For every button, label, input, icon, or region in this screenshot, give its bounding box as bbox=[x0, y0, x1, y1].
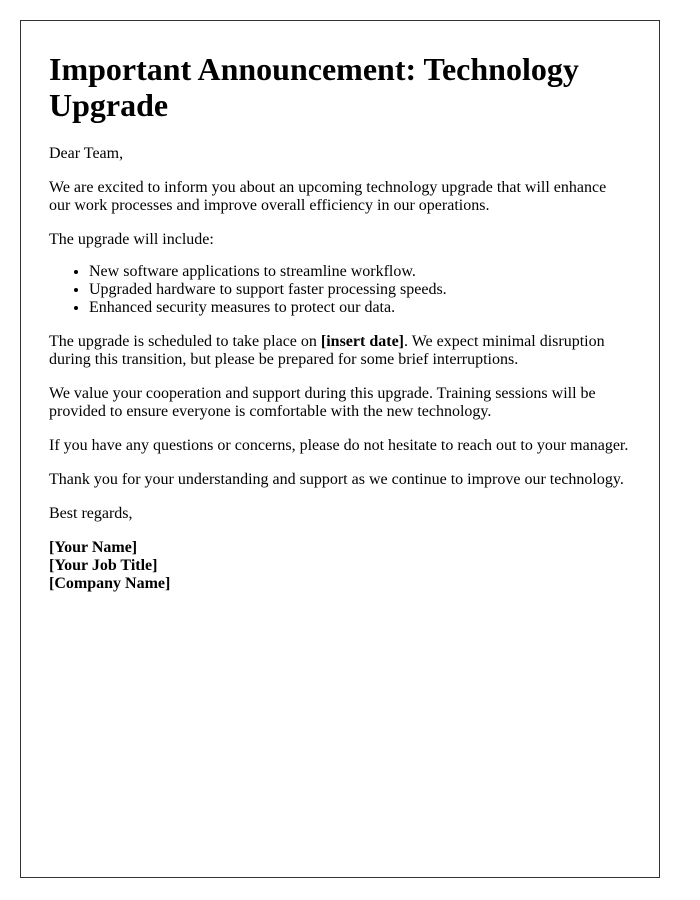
schedule-paragraph bbox=[49, 333, 631, 369]
signature-company: [Company Name] bbox=[49, 575, 171, 592]
signature-name: [Your Name] bbox=[49, 539, 138, 556]
cooperation-paragraph: We value your cooperation and support during this upgrade. Training sessions will be provided to ensure everyone is comfortable with the new technology. bbox=[49, 385, 596, 420]
list-intro: The upgrade will include: bbox=[49, 231, 214, 248]
schedule-text-pre: The upgrade is scheduled to take place on bbox=[49, 333, 321, 350]
intro-paragraph: We are excited to inform you about an upcoming technology upgrade that will enhance our work processes and improve overall efficiency in our operations. bbox=[49, 179, 607, 214]
questions-paragraph: If you have any questions or concerns, please do not hesitate to reach out to your manager. bbox=[49, 437, 629, 454]
signature-job-title: [Your Job Title] bbox=[49, 557, 158, 574]
greeting: Dear Team, bbox=[49, 145, 124, 162]
letter-page bbox=[20, 20, 660, 878]
schedule-text-post: . We expect minimal disruption during this transition, but please be prepared for some brief interruptions. bbox=[49, 333, 605, 368]
list-item: • Enhanced security measures to protect our data. bbox=[89, 299, 631, 317]
page-title: Important Announcement: Technology Upgrade bbox=[49, 51, 579, 123]
list-item: • New software applications to streamline workflow. bbox=[89, 263, 631, 281]
list-item: • Upgraded hardware to support faster processing speeds. bbox=[89, 281, 631, 299]
schedule-date: [insert date] bbox=[320, 333, 404, 350]
signature-block bbox=[49, 539, 631, 593]
upgrade-list bbox=[49, 263, 631, 317]
thanks-paragraph: Thank you for your understanding and support as we continue to improve our technology. bbox=[49, 471, 624, 488]
closing: Best regards, bbox=[49, 505, 133, 522]
